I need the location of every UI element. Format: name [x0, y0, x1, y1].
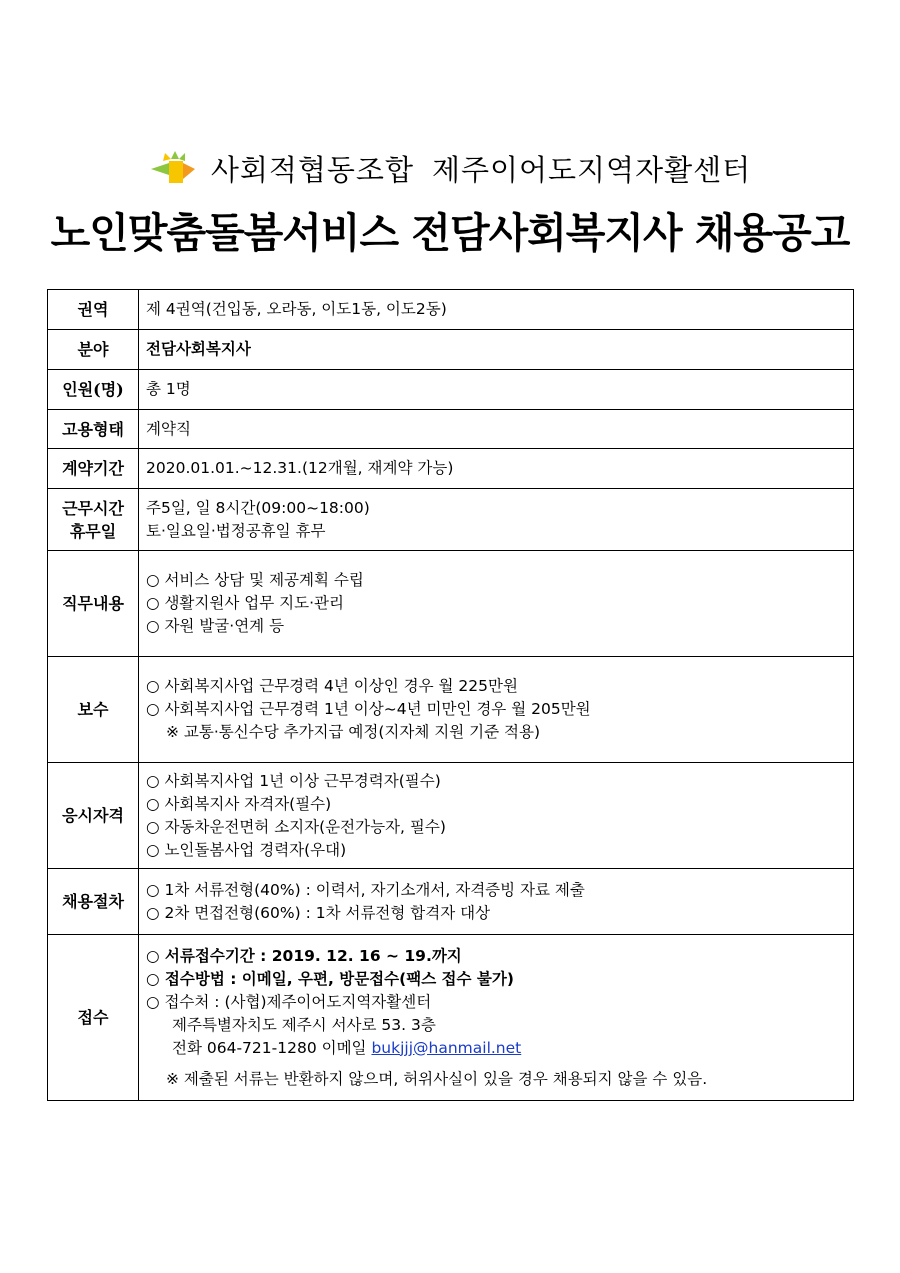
- hours-value: [139, 489, 854, 551]
- employment-value: 계약직: [139, 410, 854, 449]
- hours-label-2: 휴무일: [69, 521, 117, 541]
- email-link[interactable]: bukjjj@hanmail.net: [371, 1038, 522, 1057]
- hours-line-2: 토·일요일·법정공휴일 휴무: [146, 521, 326, 540]
- page-title: 노인맞춤돌봄서비스 전담사회복지사 채용공고: [50, 209, 850, 257]
- row-pay: [48, 657, 854, 763]
- hours-label-1: 근무시간: [62, 498, 124, 518]
- submission-contact: [146, 1037, 853, 1060]
- submission-label: 접수: [48, 935, 139, 1101]
- headcount-value: 총 1명: [139, 370, 854, 410]
- row-procedure: [48, 869, 854, 935]
- qualification-item: ○ 자동차운전면허 소지자(운전가능자, 필수): [146, 817, 446, 836]
- contract-value: 2020.01.01.~12.31.(12개월, 재계약 가능): [139, 449, 854, 489]
- hours-label: [48, 489, 139, 551]
- qualification-item: ○ 사회복지사업 1년 이상 근무경력자(필수): [146, 771, 441, 790]
- procedure-item: ○ 2차 면접전형(60%) : 1차 서류전형 합격자 대상: [146, 903, 491, 922]
- employment-label: 고용형태: [48, 410, 139, 449]
- row-field: [48, 330, 854, 370]
- region-value: 제 4권역(건입동, 오라동, 이도1동, 이도2동): [139, 290, 854, 330]
- submission-value: [139, 935, 854, 1101]
- submission-phone: 전화 064-721-1280 이메일: [172, 1038, 367, 1057]
- duties-item: ○ 자원 발굴·연계 등: [146, 617, 285, 635]
- procedure-item: ○ 1차 서류전형(40%) : 이력서, 자기소개서, 자격증빙 자료 제출: [146, 880, 585, 899]
- qualification-item: ○ 사회복지사 자격자(필수): [146, 794, 332, 813]
- field-label: 분야: [48, 330, 139, 370]
- org-logo-icon: [149, 149, 197, 189]
- submission-method: ○ 접수방법 : 이메일, 우편, 방문접수(팩스 접수 불가): [146, 969, 514, 988]
- spacer: [146, 1060, 853, 1068]
- field-value: 전담사회복지사: [139, 330, 854, 370]
- qualification-item: ○ 노인돌봄사업 경력자(우대): [146, 840, 347, 859]
- recruitment-table: [47, 289, 854, 1101]
- pay-label: 보수: [48, 657, 139, 763]
- row-region: [48, 290, 854, 330]
- submission-place: ○ 접수처 : (사협)제주이어도지역자활센터: [146, 992, 432, 1011]
- pay-item: ○ 사회복지사업 근무경력 1년 이상~4년 미만인 경우 월 205만원: [146, 700, 591, 718]
- procedure-label: 채용절차: [48, 869, 139, 935]
- region-label: 권역: [48, 290, 139, 330]
- row-qualification: [48, 763, 854, 869]
- hours-line-1: 주5일, 일 8시간(09:00~18:00): [146, 498, 370, 517]
- headcount-label: 인원(명): [48, 370, 139, 410]
- duties-item: ○ 서비스 상담 및 제공계획 수립: [146, 571, 364, 589]
- duties-value: [139, 551, 854, 657]
- row-duties: [48, 551, 854, 657]
- pay-note: ※ 교통·통신수당 추가지급 예정(지자체 지원 기준 적용): [166, 723, 541, 741]
- org-title: [211, 148, 751, 189]
- submission-note: ※ 제출된 서류는 반환하지 않으며, 허위사실이 있을 경우 채용되지 않을 수 있음.: [166, 1069, 708, 1088]
- procedure-value: [139, 869, 854, 935]
- row-hours: [48, 489, 854, 551]
- qualification-value: [139, 763, 854, 869]
- row-employment: [48, 410, 854, 449]
- qualification-label: 응시자격: [48, 763, 139, 869]
- duties-label: 직무내용: [48, 551, 139, 657]
- duties-item: ○ 생활지원사 업무 지도·관리: [146, 594, 344, 612]
- submission-address: 제주특별자치도 제주시 서사로 53. 3층: [172, 1015, 436, 1034]
- pay-item: ○ 사회복지사업 근무경력 4년 이상인 경우 월 225만원: [146, 677, 518, 695]
- org-prefix: 사회적협동조합: [210, 153, 414, 187]
- org-header: [0, 148, 900, 189]
- row-contract: [48, 449, 854, 489]
- contract-label: 계약기간: [48, 449, 139, 489]
- org-name: 제주이어도지역자활센터: [431, 153, 752, 187]
- row-submission: [48, 935, 854, 1101]
- submission-period: ○ 서류접수기간 : 2019. 12. 16 ~ 19.까지: [146, 946, 462, 965]
- row-headcount: [48, 370, 854, 410]
- pay-value: [139, 657, 854, 763]
